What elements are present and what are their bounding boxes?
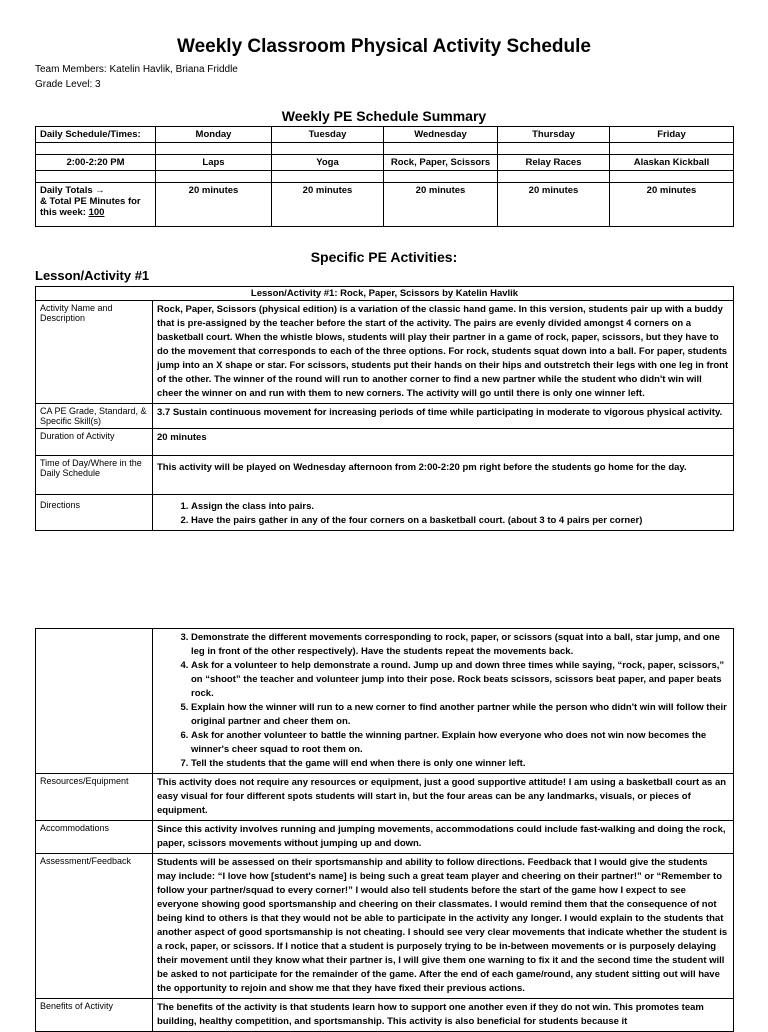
schedule-empty-cell (156, 171, 272, 183)
schedule-empty-cell (36, 171, 156, 183)
schedule-activity-cell: Yoga (272, 155, 384, 171)
direction-item: 7. Tell the students that the game will end when there is only one winner left. (191, 757, 729, 771)
team-members: Team Members: Katelin Havlik, Briana Friddle (35, 64, 238, 75)
direction-item: 2. Have the pairs gather in any of the four corners on a basketball court. (about 3 to 4 pairs per corner) (191, 514, 729, 528)
direction-item: 1. Assign the class into pairs. (191, 500, 729, 514)
lesson-row (36, 404, 734, 429)
standard-value: 3.7 Sustain continuous movement for increasing periods of time while participating in moderate to vigorous physical activity. (153, 404, 734, 429)
schedule-header-cell: Daily Schedule/Times: (36, 127, 156, 143)
schedule-total-cell: 20 minutes (498, 183, 610, 227)
row-label: Duration of Activity (36, 429, 153, 456)
schedule-spacer-row (36, 143, 734, 155)
row-label: Assessment/Feedback (36, 854, 153, 999)
schedule-time-cell: 2:00-2:20 PM (36, 155, 156, 171)
lesson-row (36, 456, 734, 495)
schedule-totals-row (36, 183, 734, 227)
summary-heading: Weekly PE Schedule Summary (281, 108, 487, 124)
directions-list-part2 (153, 629, 734, 774)
schedule-empty-cell (610, 171, 734, 183)
lesson-row (36, 774, 734, 821)
row-label: Time of Day/Where in the Daily Schedule (36, 456, 153, 495)
direction-item: 3. Demonstrate the different movements corresponding to rock, paper, or scissors (squat into a ball, star jump, and one leg in front of the other respectively). Have the students repeat the movements back. (191, 631, 729, 659)
schedule-empty-cell (36, 143, 156, 155)
schedule-empty-cell (610, 143, 734, 155)
schedule-total-cell: 20 minutes (272, 183, 384, 227)
accommodations-value: Since this activity involves running and jumping movements, accommodations could include fast-walking and doing the rock, paper, scissors movements without jumping up and down. (153, 821, 734, 854)
lesson-row (36, 429, 734, 456)
schedule-totals-label (36, 183, 156, 227)
schedule-header-row (36, 127, 734, 143)
totals-label-line2: & Total PE Minutes for this week: (40, 196, 141, 218)
schedule-empty-cell (156, 143, 272, 155)
lesson-row (36, 854, 734, 999)
schedule-header-cell: Thursday (498, 127, 610, 143)
weekly-total-minutes: 100 (88, 207, 105, 218)
activity-description: Rock, Paper, Scissors (physical edition) is a variation of the classic hand game. In this version, students pair up with a buddy that is pre-assigned by the teacher before the start of the activity. The pairs are evenly divided amongst 4 corners on a basketball court. When the whistle blows, students will play their partner in a game of rock, paper, scissors, but they have to do the movement that corresponds to each of the three options. For rock, students squat down into a ball. For paper, students jump into an X shape or star. For scissors, students put their hands on their hips and outstretch their legs with one leg in front of the other. The winner of the round will run to another corner to find a new partner while the student who didn't win will cheer the winner on and run with them to new corners. The activity will go until there is only one winner left. (153, 301, 734, 404)
direction-item: 4. Ask for a volunteer to help demonstrate a round. Jump up and down three times while saying, “rock, paper, scissors,” on “shoot” the teacher and volunteer jump into their pose. Rock beats scissors, scissors beat paper, and paper beats rock. (191, 659, 729, 701)
schedule-total-cell: 20 minutes (156, 183, 272, 227)
benefits-value: The benefits of the activity is that students learn how to support one another even if they do not win. This promotes team building, healthy competition, and sportsmanship. This activity is also beneficial for students because it (153, 999, 734, 1032)
lesson-row (36, 629, 734, 774)
schedule-empty-cell (272, 143, 384, 155)
schedule-header-cell: Friday (610, 127, 734, 143)
schedule-time-row (36, 155, 734, 171)
row-label: Directions (36, 495, 153, 531)
schedule-header-cell: Tuesday (272, 127, 384, 143)
page-title: Weekly Classroom Physical Activity Schedule (177, 36, 591, 57)
schedule-header-cell: Wednesday (384, 127, 498, 143)
assessment-value: Students will be assessed on their sportsmanship and ability to follow directions. Feedback that I would give the students may include: “I love how [student's name] is being such a great team player and cheering on their partner!” or “Remember to follow your partner/squad to every corner!” I would also tell students before the start of the game how I expect to see everyone showing good sportsmanship and cheering on their classmates. I would remind them that the consequence of not being kind to others is that they would not be able to participate in the activity any longer. I would explain to the students that another aspect of good sportsmanship is not cheating. I should see very clear movements that indicate whether the student is a rock, paper, or scissors. If I notice that a student is purposely trying to be in-between movements or is purposely delaying their movement until they know what their partner is, I will give them one warning to fix it and the second time the student will be asked to not participate for the remainder of the game. After the end of each game/round, any student sitting out will have the opportunity to rejoin and show me that they have fixed their previous actions. (153, 854, 734, 999)
directions-list-part1 (153, 495, 734, 531)
duration-value: 20 minutes (153, 429, 734, 456)
row-label-empty (36, 629, 153, 774)
row-label: Benefits of Activity (36, 999, 153, 1032)
schedule-header-cell: Monday (156, 127, 272, 143)
lesson-row (36, 821, 734, 854)
schedule-total-cell: 20 minutes (384, 183, 498, 227)
schedule-empty-cell (384, 171, 498, 183)
lesson-row (36, 301, 734, 404)
lesson-row (36, 999, 734, 1032)
schedule-empty-cell (272, 171, 384, 183)
schedule-spacer-row (36, 171, 734, 183)
direction-item: 6. Ask for another volunteer to battle the winning partner. Explain how everyone who does not win now becomes the winner's cheer squad to root them on. (191, 729, 729, 757)
schedule-activity-cell: Alaskan Kickball (610, 155, 734, 171)
totals-label-line1: Daily Totals → (40, 185, 105, 196)
schedule-activity-cell: Laps (156, 155, 272, 171)
row-label: Activity Name and Description (36, 301, 153, 404)
schedule-table (35, 126, 734, 227)
schedule-empty-cell (498, 143, 610, 155)
schedule-total-cell: 20 minutes (610, 183, 734, 227)
schedule-activity-cell: Rock, Paper, Scissors (384, 155, 498, 171)
row-label: CA PE Grade, Standard, & Specific Skill(s) (36, 404, 153, 429)
lesson-heading: Lesson/Activity #1 (35, 268, 150, 283)
lesson-table (35, 286, 734, 531)
grade-level: Grade Level: 3 (35, 79, 101, 90)
time-value: This activity will be played on Wednesday afternoon from 2:00-2:20 pm right before the students go home for the day. (153, 456, 734, 495)
schedule-empty-cell (498, 171, 610, 183)
specific-activities-heading: Specific PE Activities: (310, 249, 458, 265)
lesson-title-row (36, 287, 734, 301)
row-label: Accommodations (36, 821, 153, 854)
lesson-row (36, 495, 734, 531)
lesson-table-title: Lesson/Activity #1: Rock, Paper, Scissors by Katelin Havlik (36, 287, 734, 301)
schedule-empty-cell (384, 143, 498, 155)
schedule-activity-cell: Relay Races (498, 155, 610, 171)
row-label: Resources/Equipment (36, 774, 153, 821)
resources-value: This activity does not require any resources or equipment, just a good supportive attitude! I am using a basketball court as an easy visual for four different spots students will start in, but the four areas can be any landmarks, visuals, or pieces of equipment. (153, 774, 734, 821)
lesson-table-continued (35, 628, 734, 1032)
direction-item: 5. Explain how the winner will run to a new corner to find another partner while the person who didn't win will follow their original partner and cheer them on. (191, 701, 729, 729)
